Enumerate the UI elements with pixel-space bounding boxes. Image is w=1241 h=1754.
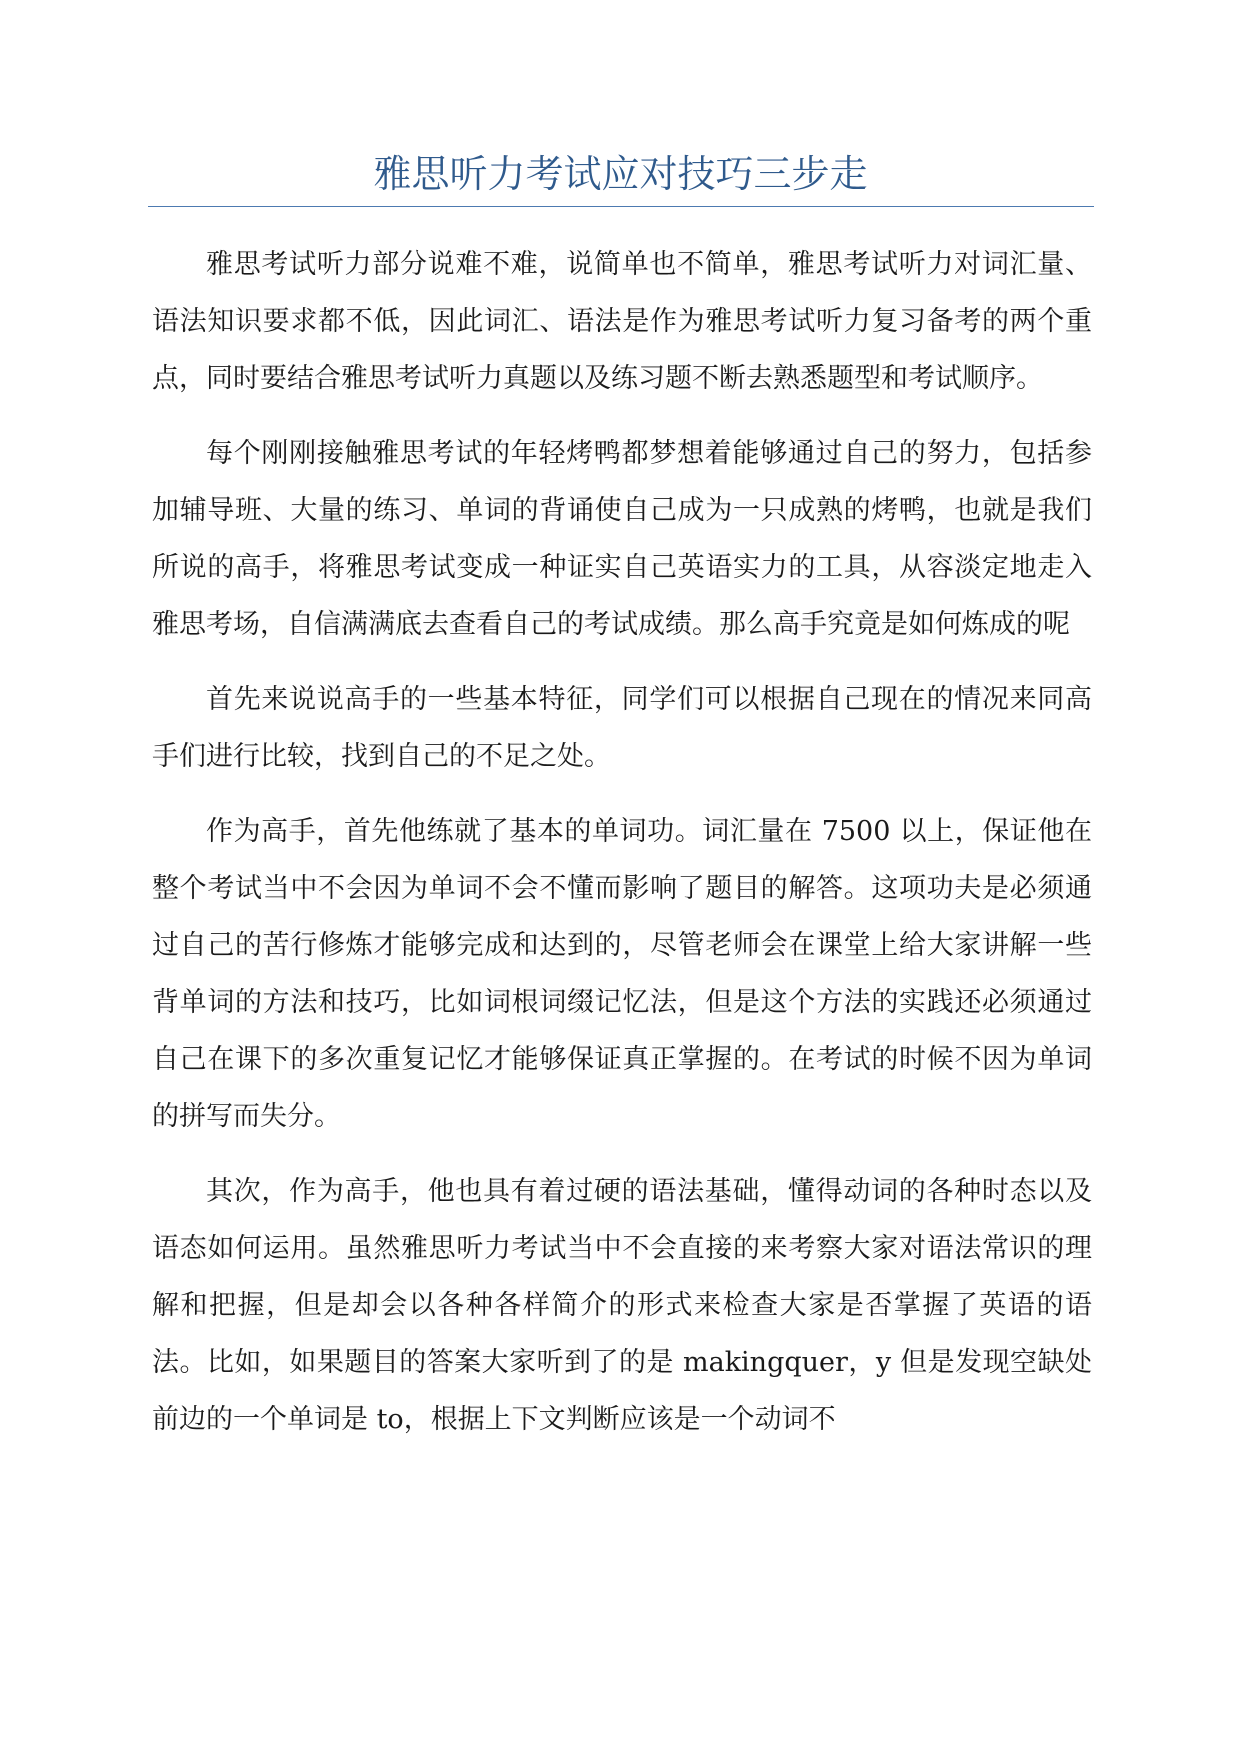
title-underline [148,206,1094,207]
document-body [152,236,1092,1466]
paragraph: 作为高手，首先他练就了基本的单词功。词汇量在 7500 以上，保证他在整个考试当中不会因为单词不会不懂而影响了题目的解答。这项功夫是必须通过自己的苦行修炼才能够完成和达到的，尽管老师会在课堂上给大家讲解一些背单词的方法和技巧，比如词根词缀记忆法，但是这个方法的实践还必须通过自己在课下的多次重复记忆才能够保证真正掌握的。在考试的时候不因为单词的拼写而失分。 [152,816,1092,1132]
document-title: 雅思听力考试应对技巧三步走 [373,152,868,196]
paragraph: 雅思考试听力部分说难不难，说简单也不简单，雅思考试听力对词汇量、语法知识要求都不低，因此词汇、语法是作为雅思考试听力复习备考的两个重点，同时要结合雅思考试听力真题以及练习题不断去熟悉题型和考试顺序。 [152,249,1092,394]
paragraph: 首先来说说高手的一些基本特征，同学们可以根据自己现在的情况来同高手们进行比较，找到自己的不足之处。 [152,684,1092,772]
paragraph: 每个刚刚接触雅思考试的年轻烤鸭都梦想着能够通过自己的努力，包括参加辅导班、大量的练习、单词的背诵使自己成为一只成熟的烤鸭，也就是我们所说的高手，将雅思考试变成一种证实自己英语实力的工具，从容淡定地走入雅思考场，自信满满底去查看自己的考试成绩。那么高手究竟是如何炼成的呢 [152,438,1092,640]
paragraph: 其次，作为高手，他也具有着过硬的语法基础，懂得动词的各种时态以及语态如何运用。虽然雅思听力考试当中不会直接的来考察大家对语法常识的理解和把握，但是却会以各种各样简介的形式来检查大家是否掌握了英语的语法。比如，如果题目的答案大家听到了的是 makingquer，y 但是发现空缺处前边的一个单词是 to，根据上下文判断应该是一个动词不 [152,1176,1092,1435]
